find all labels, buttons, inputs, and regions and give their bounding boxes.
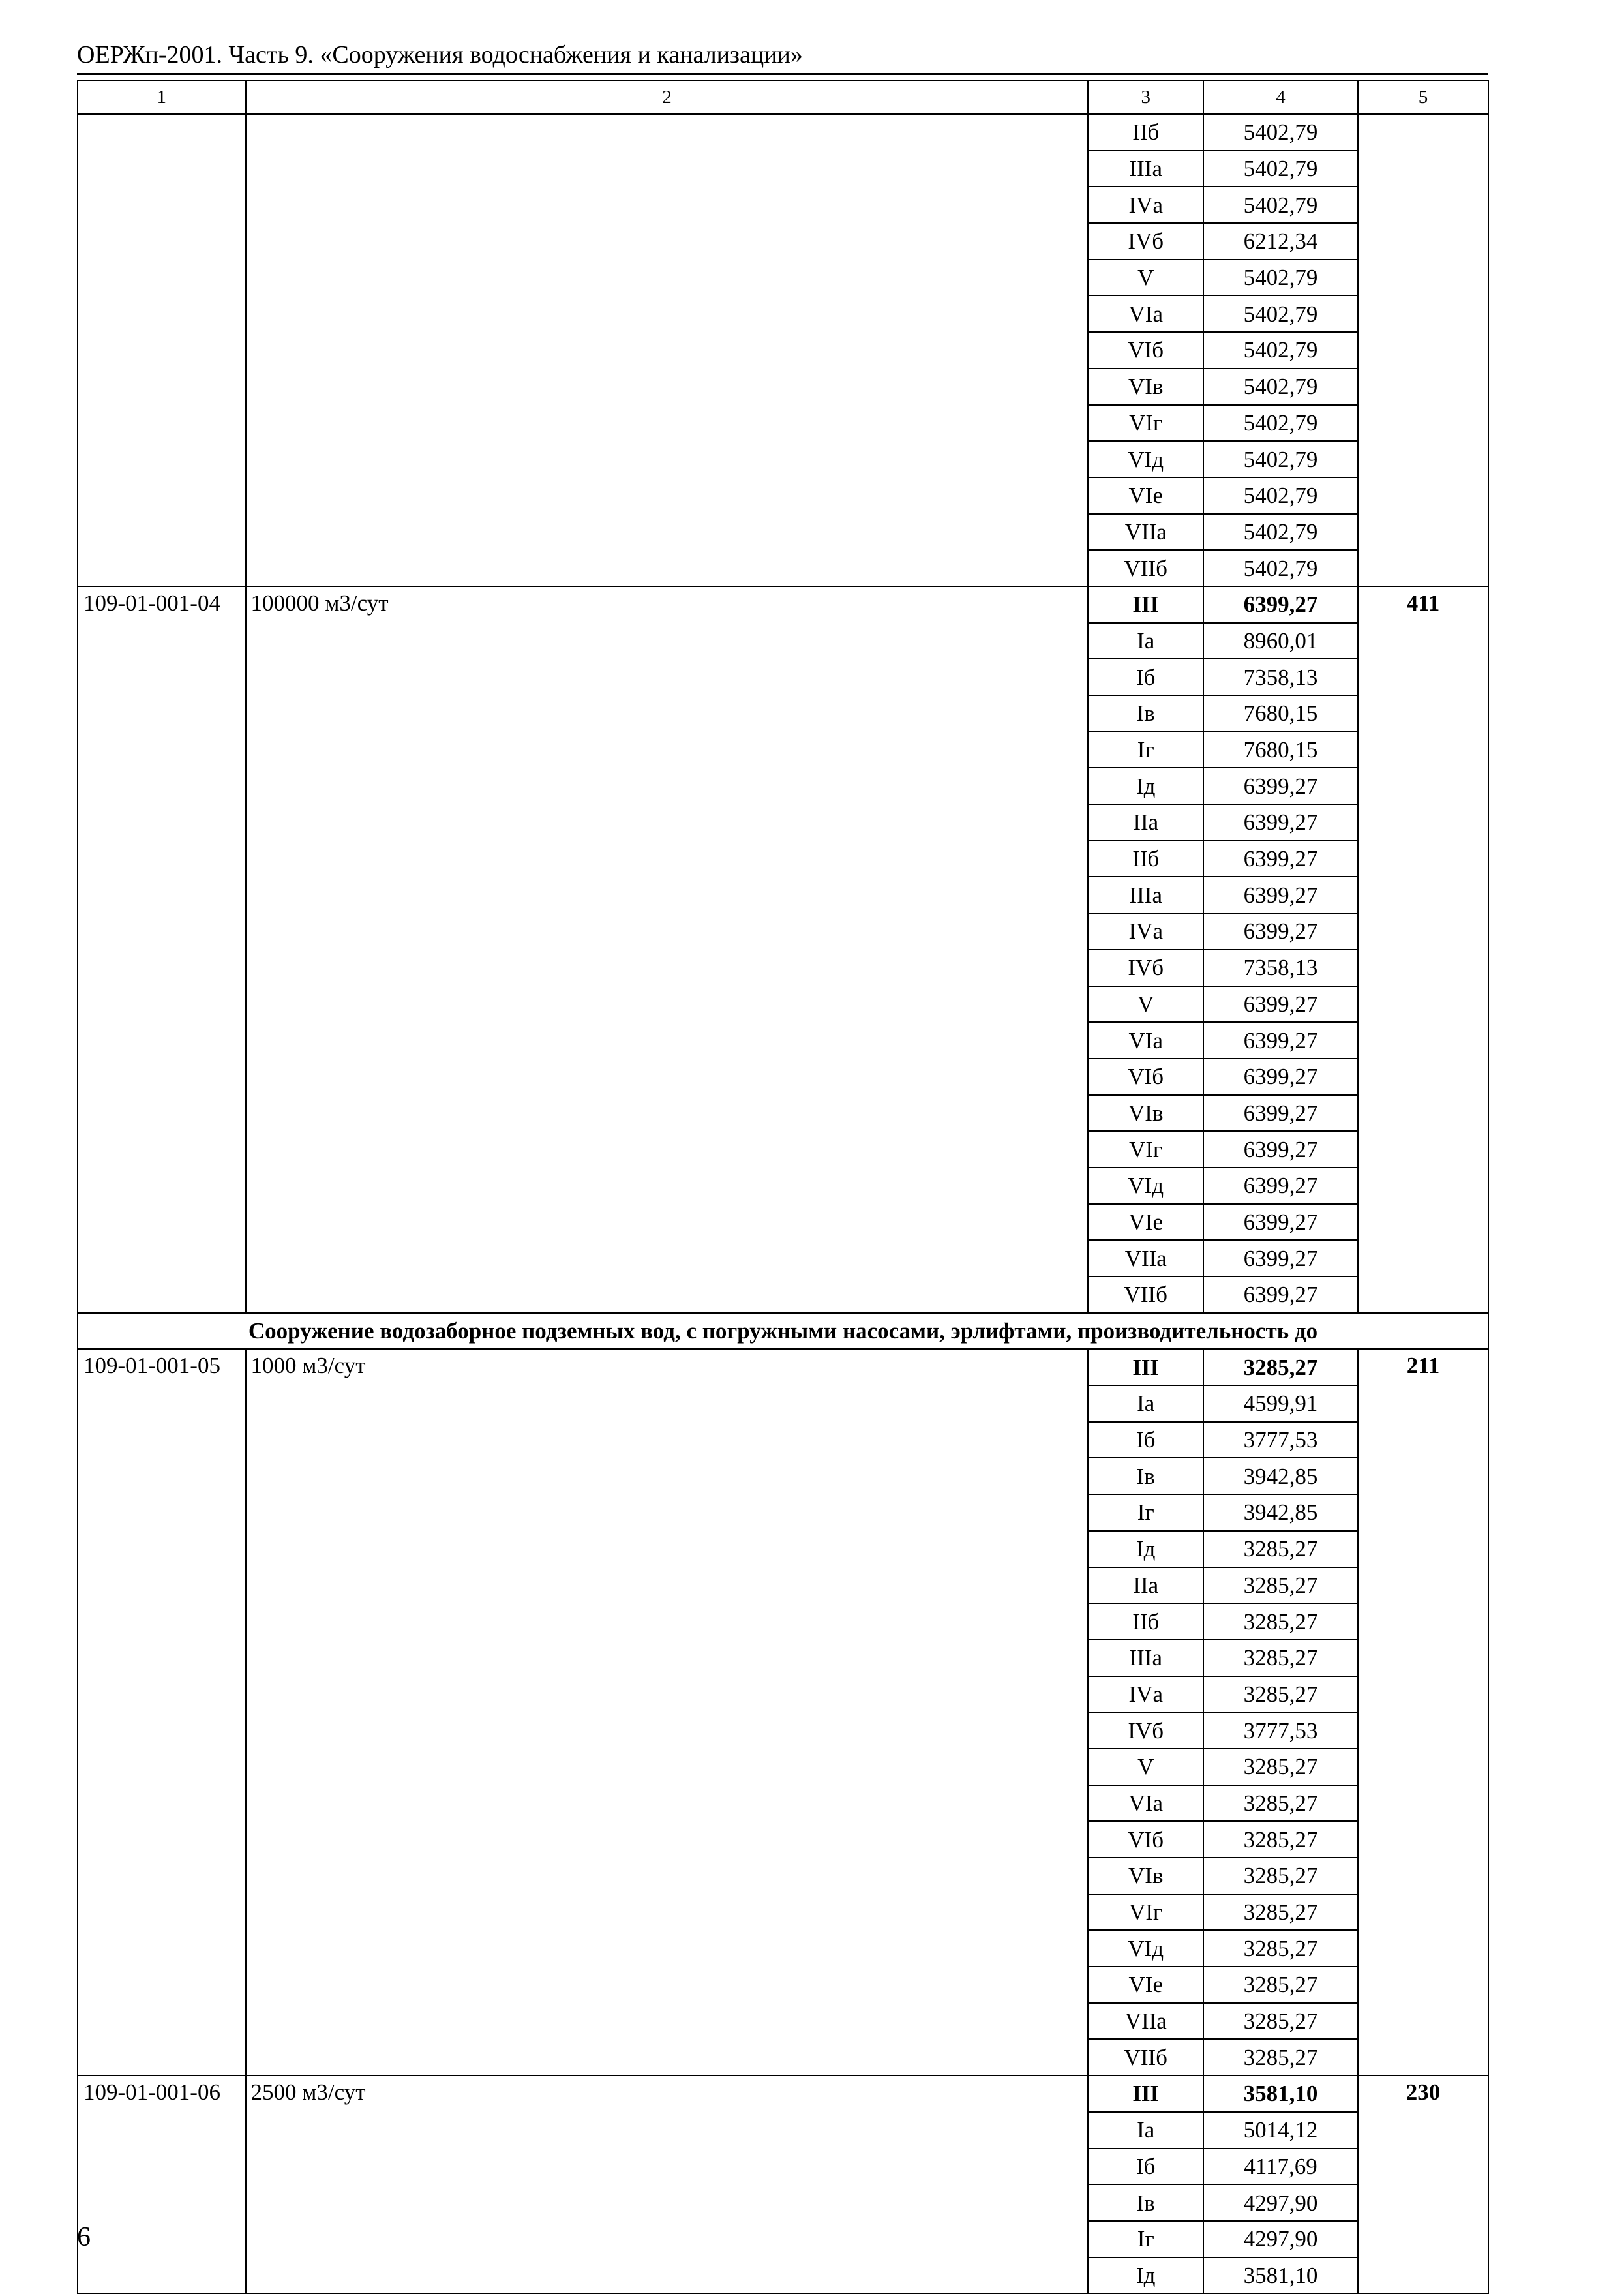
zone-cell: IIб <box>1088 841 1203 877</box>
rates-table-body <box>78 80 1488 2293</box>
table-row <box>78 2075 1488 2112</box>
value-cell: 5402,79 <box>1203 187 1358 223</box>
zone-cell: VIа <box>1088 295 1203 332</box>
table-row <box>78 586 1488 623</box>
total-cell: 230 <box>1358 2075 1488 2293</box>
value-cell: 7680,15 <box>1203 695 1358 732</box>
value-cell: 5402,79 <box>1203 550 1358 586</box>
value-cell: 6399,27 <box>1203 586 1358 623</box>
column-number: 2 <box>246 80 1088 114</box>
value-cell: 6399,27 <box>1203 1204 1358 1241</box>
value-cell: 3285,27 <box>1203 1531 1358 1567</box>
zone-cell: VIIб <box>1088 1276 1203 1313</box>
description-cell <box>246 114 1088 586</box>
section-heading-row <box>78 1313 1488 1350</box>
value-cell: 6399,27 <box>1203 986 1358 1023</box>
zone-cell: VIIа <box>1088 2003 1203 2040</box>
zone-cell: Iа <box>1088 623 1203 659</box>
page-header <box>77 39 1488 75</box>
value-cell: 3285,27 <box>1203 1858 1358 1894</box>
value-cell: 4599,91 <box>1203 1385 1358 1422</box>
zone-cell: VIа <box>1088 1022 1203 1059</box>
value-cell: 6399,27 <box>1203 841 1358 877</box>
value-cell: 3285,27 <box>1203 1603 1358 1640</box>
value-cell: 6399,27 <box>1203 768 1358 804</box>
value-cell: 6399,27 <box>1203 1059 1358 1095</box>
value-cell: 5402,79 <box>1203 514 1358 551</box>
value-cell: 4297,90 <box>1203 2221 1358 2257</box>
zone-cell: IIIа <box>1088 151 1203 187</box>
page-title: ОЕРЖп-2001. Часть 9. «Сооружения водоснабжения и канализации» <box>77 41 803 68</box>
value-cell: 4297,90 <box>1203 2184 1358 2221</box>
zone-cell: VIв <box>1088 1095 1203 1132</box>
zone-cell: V <box>1088 260 1203 296</box>
value-cell: 5402,79 <box>1203 477 1358 514</box>
zone-cell: VIIб <box>1088 2039 1203 2075</box>
table-row <box>78 114 1488 151</box>
value-cell: 7680,15 <box>1203 732 1358 768</box>
rate-code-cell <box>78 114 246 586</box>
value-cell: 6399,27 <box>1203 1240 1358 1276</box>
zone-cell: VIIа <box>1088 1240 1203 1276</box>
value-cell: 3942,85 <box>1203 1494 1358 1531</box>
zone-cell: Iб <box>1088 2149 1203 2185</box>
zone-cell: IIIа <box>1088 877 1203 913</box>
rate-code-cell: 109-01-001-06 <box>78 2075 246 2293</box>
value-cell: 3285,27 <box>1203 1967 1358 2003</box>
zone-cell: Iа <box>1088 2112 1203 2149</box>
value-cell: 6399,27 <box>1203 1022 1358 1059</box>
value-cell: 3285,27 <box>1203 1567 1358 1604</box>
value-cell: 5402,79 <box>1203 114 1358 151</box>
zone-cell: Iв <box>1088 1458 1203 1494</box>
zone-cell: Iв <box>1088 695 1203 732</box>
zone-cell: V <box>1088 1749 1203 1785</box>
value-cell: 3581,10 <box>1203 2257 1358 2294</box>
zone-cell: Iд <box>1088 1531 1203 1567</box>
value-cell: 3777,53 <box>1203 1422 1358 1458</box>
zone-cell: VIг <box>1088 1894 1203 1931</box>
value-cell: 7358,13 <box>1203 659 1358 695</box>
description-cell: 2500 м3/сут <box>246 2075 1088 2293</box>
zone-cell: IVа <box>1088 913 1203 950</box>
zone-cell: VIе <box>1088 1967 1203 2003</box>
total-cell: 411 <box>1358 586 1488 1313</box>
value-cell: 6399,27 <box>1203 1168 1358 1204</box>
column-number: 1 <box>78 80 246 114</box>
zone-cell: VIIб <box>1088 550 1203 586</box>
page-number: 6 <box>77 2222 91 2252</box>
column-number: 4 <box>1203 80 1358 114</box>
value-cell: 5402,79 <box>1203 405 1358 442</box>
value-cell: 5402,79 <box>1203 295 1358 332</box>
value-cell: 6399,27 <box>1203 1131 1358 1168</box>
value-cell: 3581,10 <box>1203 2075 1358 2112</box>
zone-cell: Iд <box>1088 768 1203 804</box>
description-cell: 1000 м3/сут <box>246 1349 1088 2075</box>
value-cell: 3285,27 <box>1203 2003 1358 2040</box>
zone-cell: IVб <box>1088 1712 1203 1749</box>
value-cell: 5402,79 <box>1203 332 1358 369</box>
zone-cell: VIв <box>1088 1858 1203 1894</box>
table-row <box>78 1349 1488 1385</box>
value-cell: 6399,27 <box>1203 913 1358 950</box>
value-cell: 3285,27 <box>1203 1676 1358 1713</box>
value-cell: 6399,27 <box>1203 804 1358 841</box>
value-cell: 5402,79 <box>1203 441 1358 477</box>
zone-cell: Iг <box>1088 732 1203 768</box>
zone-cell: VIд <box>1088 1930 1203 1967</box>
total-cell: 211 <box>1358 1349 1488 2075</box>
zone-cell: III <box>1088 2075 1203 2112</box>
zone-cell: VIе <box>1088 1204 1203 1241</box>
total-cell <box>1358 114 1488 586</box>
zone-cell: IIIа <box>1088 1640 1203 1676</box>
zone-cell: VIв <box>1088 369 1203 405</box>
value-cell: 6399,27 <box>1203 877 1358 913</box>
value-cell: 7358,13 <box>1203 950 1358 986</box>
zone-cell: IIа <box>1088 1567 1203 1604</box>
zone-cell: III <box>1088 586 1203 623</box>
zone-cell: VIг <box>1088 1131 1203 1168</box>
zone-cell: Iа <box>1088 1385 1203 1422</box>
zone-cell: IIб <box>1088 114 1203 151</box>
zone-cell: Iб <box>1088 659 1203 695</box>
description-cell: 100000 м3/сут <box>246 586 1088 1313</box>
zone-cell: IVб <box>1088 950 1203 986</box>
value-cell: 5014,12 <box>1203 2112 1358 2149</box>
zone-cell: IIб <box>1088 1603 1203 1640</box>
zone-cell: VIб <box>1088 1059 1203 1095</box>
zone-cell: Iг <box>1088 2221 1203 2257</box>
rates-table <box>77 80 1489 2294</box>
zone-cell: V <box>1088 986 1203 1023</box>
zone-cell: Iб <box>1088 1422 1203 1458</box>
zone-cell: IIа <box>1088 804 1203 841</box>
value-cell: 5402,79 <box>1203 151 1358 187</box>
zone-cell: IVб <box>1088 223 1203 260</box>
value-cell: 3285,27 <box>1203 1821 1358 1858</box>
zone-cell: Iв <box>1088 2184 1203 2221</box>
value-cell: 3942,85 <box>1203 1458 1358 1494</box>
column-number: 3 <box>1088 80 1203 114</box>
zone-cell: VIд <box>1088 1168 1203 1204</box>
value-cell: 3285,27 <box>1203 1930 1358 1967</box>
zone-cell: VIд <box>1088 441 1203 477</box>
value-cell: 6399,27 <box>1203 1276 1358 1313</box>
value-cell: 3285,27 <box>1203 1894 1358 1931</box>
zone-cell: VIг <box>1088 405 1203 442</box>
value-cell: 3285,27 <box>1203 1640 1358 1676</box>
rate-code-cell: 109-01-001-04 <box>78 586 246 1313</box>
section-heading: Сооружение водозаборное подземных вод, с погружными насосами, эрлифтами, производительность до <box>78 1313 1488 1350</box>
value-cell: 3285,27 <box>1203 1349 1358 1385</box>
value-cell: 3285,27 <box>1203 1785 1358 1822</box>
value-cell: 8960,01 <box>1203 623 1358 659</box>
zone-cell: VIIа <box>1088 514 1203 551</box>
zone-cell: VIб <box>1088 1821 1203 1858</box>
zone-cell: IVа <box>1088 187 1203 223</box>
value-cell: 3285,27 <box>1203 2039 1358 2075</box>
zone-cell: Iд <box>1088 2257 1203 2294</box>
zone-cell: VIб <box>1088 332 1203 369</box>
rate-code-cell: 109-01-001-05 <box>78 1349 246 2075</box>
zone-cell: Iг <box>1088 1494 1203 1531</box>
value-cell: 4117,69 <box>1203 2149 1358 2185</box>
value-cell: 3285,27 <box>1203 1749 1358 1785</box>
zone-cell: III <box>1088 1349 1203 1385</box>
value-cell: 5402,79 <box>1203 369 1358 405</box>
value-cell: 6212,34 <box>1203 223 1358 260</box>
column-number: 5 <box>1358 80 1488 114</box>
zone-cell: VIе <box>1088 477 1203 514</box>
value-cell: 5402,79 <box>1203 260 1358 296</box>
column-numbers-row <box>78 80 1488 114</box>
zone-cell: VIа <box>1088 1785 1203 1822</box>
value-cell: 3777,53 <box>1203 1712 1358 1749</box>
value-cell: 6399,27 <box>1203 1095 1358 1132</box>
zone-cell: IVа <box>1088 1676 1203 1713</box>
